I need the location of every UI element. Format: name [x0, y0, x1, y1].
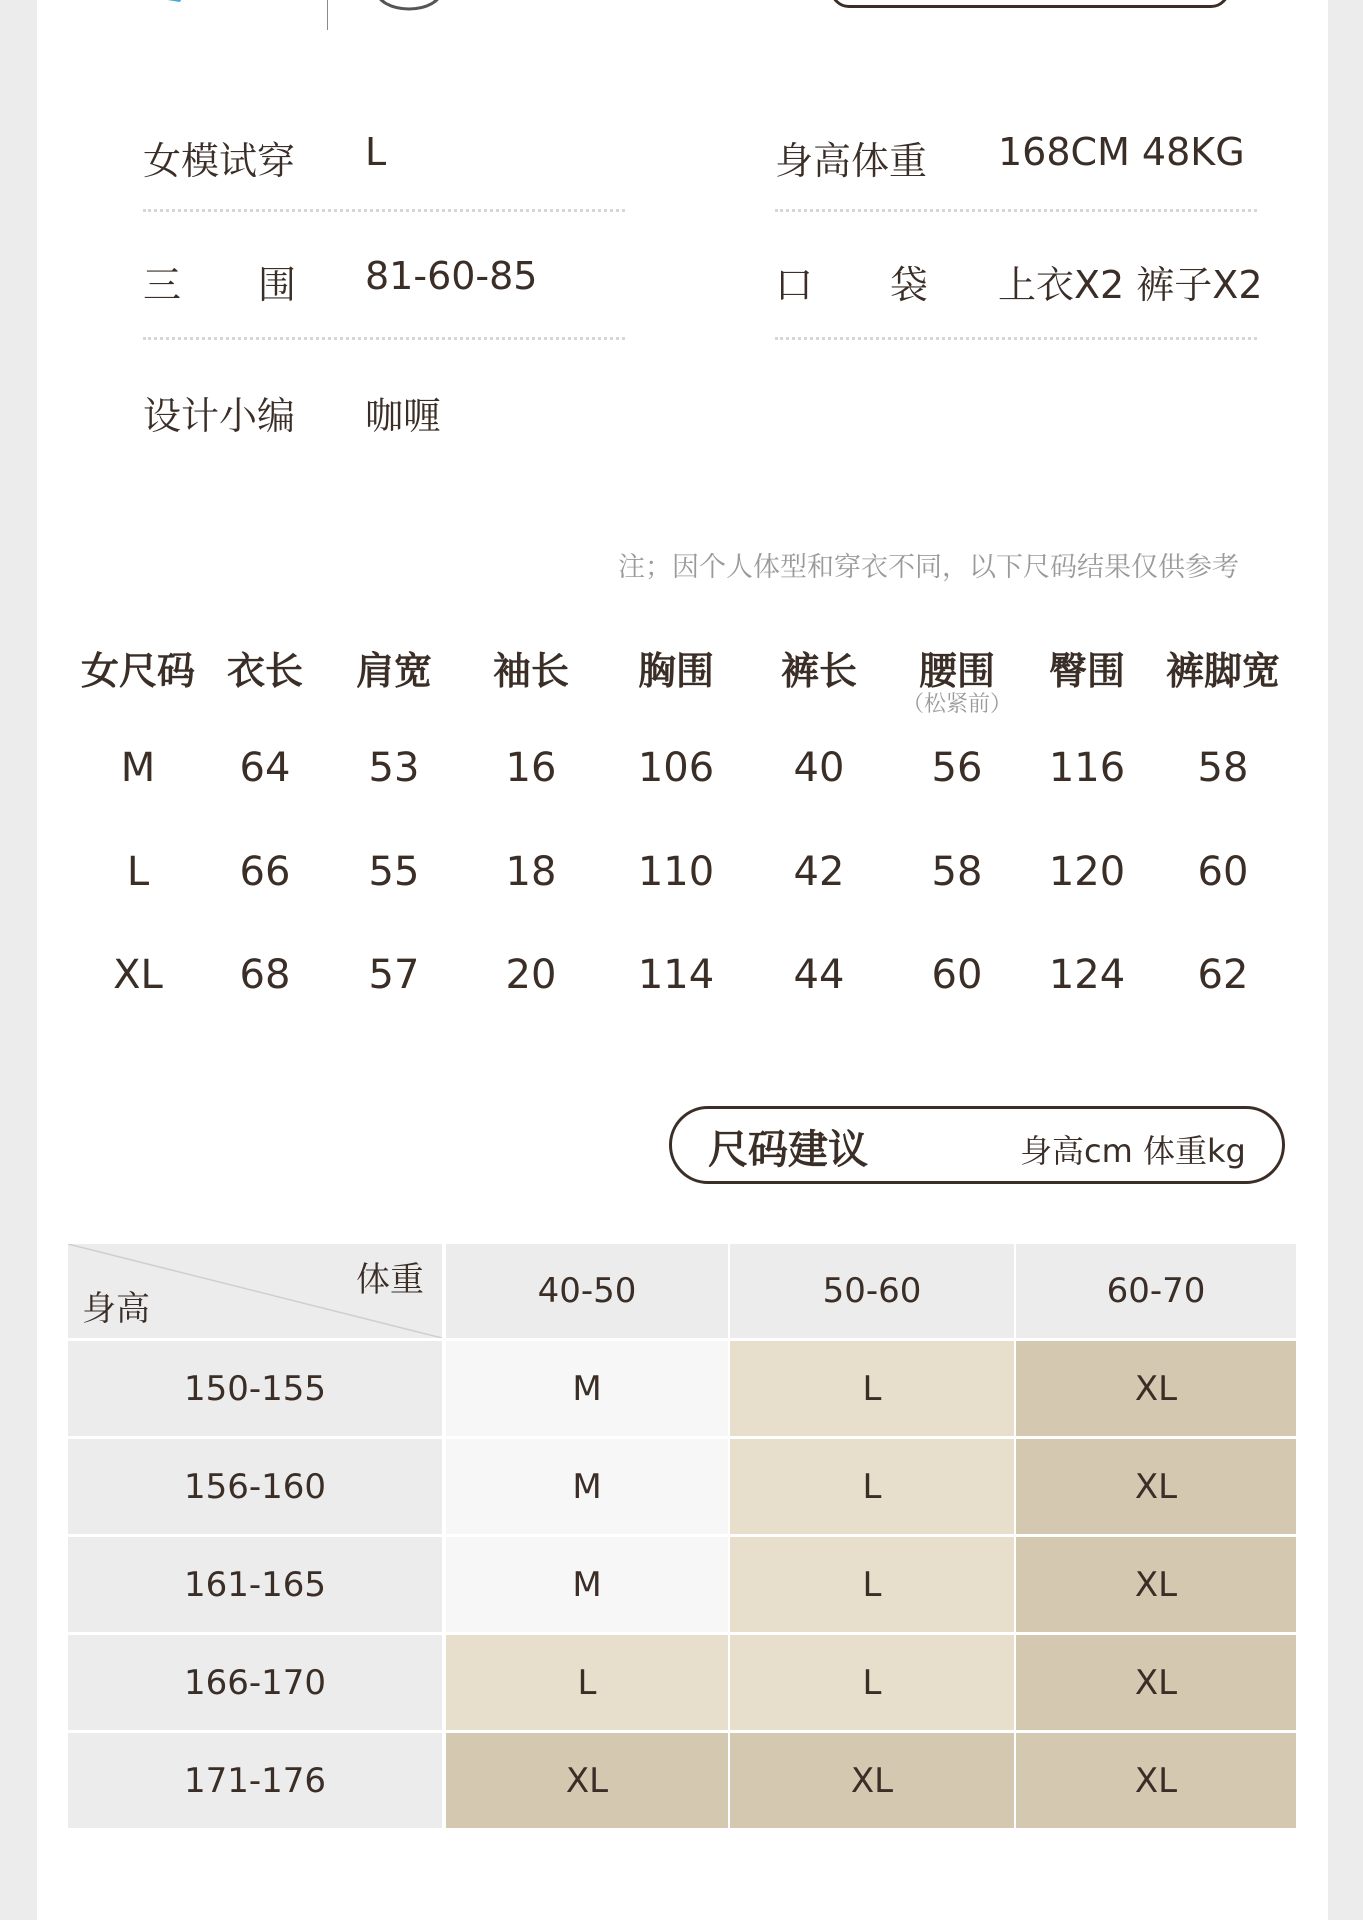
measurements-label-b: 围 [258, 263, 297, 307]
grid-corner [68, 1244, 442, 1338]
divider [143, 337, 625, 340]
size-table-header: 裤长 [780, 649, 857, 693]
recommended-size-cell: XL [1016, 1733, 1296, 1828]
size-table-header: 腰围 [918, 649, 995, 693]
size-table-cell: 114 [637, 952, 715, 998]
divider [775, 209, 1257, 212]
size-table-cell: 58 [1197, 745, 1249, 791]
size-table-header: 胸围 [637, 649, 714, 693]
recommended-size-cell: XL [1016, 1537, 1296, 1632]
size-table-header: 女尺码 [80, 649, 195, 693]
pocket-label-b: 袋 [890, 263, 929, 307]
size-table-cell: 66 [239, 849, 291, 895]
recommended-size-cell: L [446, 1635, 728, 1730]
height-row-header: 166-170 [68, 1635, 442, 1730]
brand-logo-icon [80, 0, 280, 6]
recommended-size-cell: XL [730, 1733, 1014, 1828]
weight-column-header: 50-60 [730, 1244, 1014, 1338]
size-table-cell: 40 [793, 745, 845, 791]
size-table-size: M [120, 745, 156, 791]
model-size-label: 女模试穿 [143, 139, 296, 183]
size-note: 注；因个人体型和穿衣不同，以下尺码结果仅供参考 [618, 552, 1239, 583]
recommended-size-cell: M [446, 1341, 728, 1436]
model-size-value: L [365, 130, 387, 174]
divider [775, 337, 1257, 340]
size-table-cell: 53 [368, 745, 420, 791]
weight-column-header: 40-50 [446, 1244, 728, 1338]
size-table-cell: 116 [1048, 745, 1126, 791]
size-table-cell: 68 [239, 952, 291, 998]
corner-weight-label: 体重 [356, 1260, 424, 1300]
recommended-size-cell: L [730, 1635, 1014, 1730]
size-table-header: 肩宽 [355, 649, 432, 693]
logo-divider [327, 0, 328, 30]
size-table-cell: 120 [1048, 849, 1126, 895]
measurements-value: 81-60-85 [365, 254, 538, 298]
height-weight-label: 身高体重 [775, 139, 928, 183]
size-table-cell: 58 [931, 849, 983, 895]
size-table-cell: 62 [1197, 952, 1249, 998]
size-table-cell: 42 [793, 849, 845, 895]
suggestion-title: 尺码建议 [708, 1127, 868, 1173]
recommended-size-cell: XL [1016, 1635, 1296, 1730]
size-table-cell: 124 [1048, 952, 1126, 998]
height-row-header: 150-155 [68, 1341, 442, 1436]
measurements-label-a: 三 [143, 263, 182, 307]
size-table-cell: 60 [931, 952, 983, 998]
recommended-size-cell: M [446, 1537, 728, 1632]
height-row-header: 156-160 [68, 1439, 442, 1534]
suggestion-unit: 身高cm 体重kg [1020, 1132, 1246, 1170]
size-table-cell: 64 [239, 745, 291, 791]
size-table-cell: 20 [505, 952, 557, 998]
size-table-cell: 44 [793, 952, 845, 998]
size-table-header: 臀围 [1048, 649, 1125, 693]
size-table-header: 裤脚宽 [1165, 649, 1280, 693]
designer-label: 设计小编 [143, 394, 296, 438]
size-table-header: 袖长 [492, 649, 569, 693]
recommended-size-cell: M [446, 1439, 728, 1534]
pocket-value: 上衣X2 裤子X2 [998, 263, 1263, 307]
pocket-label-a: 口 [775, 263, 814, 307]
recommended-size-cell: XL [446, 1733, 728, 1828]
recommended-size-cell: L [730, 1439, 1014, 1534]
weight-column-header: 60-70 [1016, 1244, 1296, 1338]
recommended-size-cell: XL [1016, 1439, 1296, 1534]
size-table-cell: 56 [931, 745, 983, 791]
size-table-cell: 16 [505, 745, 557, 791]
height-row-header: 171-176 [68, 1733, 442, 1828]
size-table-cell: 57 [368, 952, 420, 998]
size-table-size: L [126, 849, 150, 895]
divider [143, 209, 625, 212]
waist-sub-label: （松紧前） [901, 692, 1012, 717]
recommended-size-cell: L [730, 1537, 1014, 1632]
size-table-size: XL [113, 952, 163, 998]
size-table-cell: 106 [637, 745, 715, 791]
size-table-cell: 55 [368, 849, 420, 895]
brand-emblem-icon [373, 0, 445, 12]
top-tag-pill [830, 0, 1230, 8]
size-table-header: 衣长 [226, 649, 303, 693]
size-table-cell: 110 [637, 849, 715, 895]
size-table-cell: 18 [505, 849, 557, 895]
recommended-size-cell: XL [1016, 1341, 1296, 1436]
recommended-size-cell: L [730, 1341, 1014, 1436]
designer-value: 咖喱 [365, 394, 442, 438]
height-weight-value: 168CM 48KG [998, 130, 1245, 174]
size-table-cell: 60 [1197, 849, 1249, 895]
corner-height-label: 身高 [82, 1289, 150, 1329]
height-row-header: 161-165 [68, 1537, 442, 1632]
